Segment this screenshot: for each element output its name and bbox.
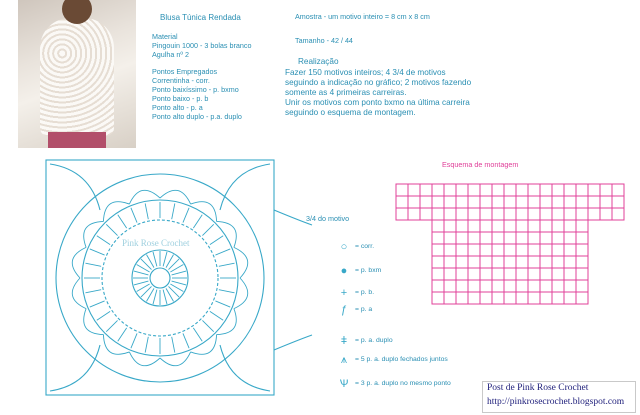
motif-stitch-spoke bbox=[131, 333, 137, 348]
assembly-motif-cell bbox=[480, 292, 492, 304]
stitch-line: Ponto baixíssimo - p. bxmo bbox=[152, 85, 239, 94]
assembly-motif-cell bbox=[444, 280, 456, 292]
assembly-motif-cell bbox=[396, 208, 408, 220]
assembly-motif-cell bbox=[480, 280, 492, 292]
assembly-motif-cell bbox=[516, 232, 528, 244]
assembly-motif-cell bbox=[564, 184, 576, 196]
assembly-motif-cell bbox=[588, 208, 600, 220]
assembly-motif-cell bbox=[516, 220, 528, 232]
assembly-motif-cell bbox=[444, 268, 456, 280]
motif-stitch-spoke bbox=[97, 311, 110, 320]
assembly-motif-cell bbox=[516, 196, 528, 208]
assembly-motif-cell bbox=[600, 208, 612, 220]
assembly-motif-cell bbox=[444, 208, 456, 220]
assembly-motif-cell bbox=[432, 280, 444, 292]
legend-text: = p. bxm bbox=[355, 267, 382, 274]
motif-stitch-spoke bbox=[193, 215, 202, 228]
assembly-motif-cell bbox=[576, 280, 588, 292]
motif-chain-arch bbox=[217, 309, 237, 335]
assembly-motif-cell bbox=[576, 232, 588, 244]
motif-stitch-spoke bbox=[172, 337, 175, 353]
assembly-motif-cell bbox=[516, 268, 528, 280]
motif-chain-arch bbox=[84, 221, 104, 247]
assembly-motif-cell bbox=[504, 208, 516, 220]
assembly-motif-cell bbox=[552, 184, 564, 196]
assembly-motif-cell bbox=[456, 244, 468, 256]
assembly-motif-cell bbox=[588, 196, 600, 208]
assembly-motif-cell bbox=[516, 184, 528, 196]
assembly-motif-cell bbox=[552, 244, 564, 256]
assembly-motif-cell bbox=[504, 184, 516, 196]
assembly-motif-cell bbox=[432, 232, 444, 244]
assembly-motif-cell bbox=[468, 268, 480, 280]
assembly-motif-cell bbox=[516, 244, 528, 256]
assembly-motif-cell bbox=[480, 244, 492, 256]
motif-stitch-spoke bbox=[90, 301, 105, 307]
assembly-motif-cell bbox=[540, 292, 552, 304]
assembly-motif-cell bbox=[552, 208, 564, 220]
assembly-motif-cell bbox=[432, 256, 444, 268]
motif-middle-ring bbox=[82, 200, 238, 356]
stitches-heading: Pontos Empregados bbox=[152, 67, 218, 76]
assembly-motif-cell bbox=[564, 232, 576, 244]
motif-outer-square bbox=[46, 160, 274, 395]
assembly-motif-cell bbox=[432, 184, 444, 196]
motif-stitch-spoke bbox=[145, 203, 148, 219]
assembly-motif-cell bbox=[504, 268, 516, 280]
motif-stitch-spoke bbox=[106, 320, 117, 331]
motif-stitch-spoke bbox=[163, 252, 167, 266]
assembly-motif-cell bbox=[468, 196, 480, 208]
motif-stitch-spoke bbox=[172, 271, 186, 275]
motif-stitch-spoke bbox=[131, 208, 137, 223]
blouse-lace-body bbox=[40, 18, 114, 136]
assembly-motif-cell bbox=[528, 232, 540, 244]
assembly-motif-cell bbox=[528, 208, 540, 220]
assembly-motif-cell bbox=[492, 220, 504, 232]
assembly-motif-cell bbox=[492, 232, 504, 244]
assembly-motif-cell bbox=[504, 280, 516, 292]
assembly-motif-cell bbox=[444, 220, 456, 232]
stitch-line: Ponto alto - p. a bbox=[152, 103, 203, 112]
needle-line: Agulha nº 2 bbox=[152, 50, 189, 59]
assembly-motif-cell bbox=[552, 256, 564, 268]
garment-size-line: Tamanho - 42 / 44 bbox=[295, 36, 353, 45]
assembly-motif-cell bbox=[540, 280, 552, 292]
assembly-motif-cell bbox=[492, 196, 504, 208]
motif-chain-arch bbox=[191, 335, 217, 355]
assembly-motif-cell bbox=[480, 268, 492, 280]
assembly-motif-cell bbox=[564, 196, 576, 208]
assembly-motif-cell bbox=[444, 232, 456, 244]
credit-url[interactable]: http://pinkrosecrochet.blogspot.com bbox=[487, 397, 625, 407]
assembly-motif-cell bbox=[552, 268, 564, 280]
assembly-motif-cell bbox=[432, 292, 444, 304]
motif-stitch-spoke bbox=[202, 320, 213, 331]
assembly-motif-cell bbox=[612, 196, 624, 208]
instruction-line: seguindo o esquema de montagem. bbox=[285, 108, 416, 117]
motif-stitch-spoke bbox=[163, 290, 167, 304]
assembly-motif-cell bbox=[456, 196, 468, 208]
motif-stitch-spoke bbox=[215, 301, 230, 307]
assembly-motif-cell bbox=[528, 184, 540, 196]
assembly-motif-cell bbox=[396, 184, 408, 196]
assembly-motif-cell bbox=[444, 196, 456, 208]
model-skirt bbox=[48, 132, 106, 148]
assembly-motif-cell bbox=[492, 244, 504, 256]
motif-chain-arch bbox=[84, 309, 104, 335]
assembly-motif-cell bbox=[576, 184, 588, 196]
assembly-motif-cell bbox=[480, 256, 492, 268]
fan-symbol-icon: Ѱ bbox=[339, 378, 349, 390]
motif-stitch-spoke bbox=[153, 290, 157, 304]
assembly-motif-cell bbox=[468, 220, 480, 232]
assembly-motif-cell bbox=[492, 256, 504, 268]
assembly-motif-cell bbox=[540, 184, 552, 196]
legend-text: = p. a bbox=[355, 306, 373, 313]
treble-crochet-symbol-icon: ǂ bbox=[340, 335, 348, 347]
assembly-motif-cell bbox=[468, 292, 480, 304]
legend-text: = p. a. duplo bbox=[355, 337, 393, 344]
motif-stitch-spoke bbox=[193, 328, 202, 341]
blog-credit-box bbox=[482, 381, 636, 413]
assembly-motif-cell bbox=[528, 268, 540, 280]
assembly-motif-cell bbox=[576, 268, 588, 280]
assembly-motif-cell bbox=[552, 220, 564, 232]
single-crochet-symbol-icon: + bbox=[340, 287, 348, 299]
assembly-motif-cell bbox=[480, 196, 492, 208]
motif-stitch-spoke bbox=[90, 249, 105, 255]
assembly-motif-cell bbox=[444, 184, 456, 196]
assembly-motif-cell bbox=[576, 244, 588, 256]
assembly-motif-cell bbox=[468, 232, 480, 244]
assembly-motif-cell bbox=[516, 256, 528, 268]
assembly-motif-cell bbox=[420, 196, 432, 208]
assembly-motif-cell bbox=[408, 184, 420, 196]
assembly-motif-cell bbox=[564, 244, 576, 256]
assembly-motif-cell bbox=[468, 184, 480, 196]
cluster-symbol-icon: ⩚ bbox=[340, 354, 348, 366]
assembly-motif-cell bbox=[576, 292, 588, 304]
motif-stitch-spoke bbox=[219, 263, 235, 266]
instruction-line: Fazer 150 motivos inteiros; 4 3/4 de motivos bbox=[285, 68, 446, 77]
stitch-line: Ponto alto duplo - p.a. duplo bbox=[152, 112, 242, 121]
motif-stitch-spoke bbox=[85, 290, 101, 293]
legend-text: = 3 p. a. duplo no mesmo ponto bbox=[355, 380, 451, 387]
assembly-motif-cell bbox=[396, 196, 408, 208]
chain-symbol-icon: ○ bbox=[340, 241, 348, 253]
assembly-grid-diagram bbox=[392, 180, 632, 305]
motif-stitch-spoke bbox=[118, 215, 127, 228]
assembly-motif-cell bbox=[600, 196, 612, 208]
assembly-motif-cell bbox=[576, 256, 588, 268]
assembly-motif-cell bbox=[504, 256, 516, 268]
motif-stitch-spoke bbox=[97, 236, 110, 245]
assembly-title: Esquema de montagem bbox=[442, 160, 519, 169]
assembly-motif-cell bbox=[432, 196, 444, 208]
assembly-motif-cell bbox=[456, 256, 468, 268]
quarter-motif-label: 3/4 do motivo bbox=[306, 214, 350, 223]
motif-stitch-spoke bbox=[210, 311, 223, 320]
assembly-motif-cell bbox=[480, 208, 492, 220]
assembly-motif-cell bbox=[408, 196, 420, 208]
motif-stitch-spoke bbox=[134, 281, 148, 285]
assembly-motif-cell bbox=[576, 220, 588, 232]
assembly-motif-cell bbox=[468, 244, 480, 256]
assembly-motif-cell bbox=[504, 196, 516, 208]
assembly-motif-cell bbox=[528, 196, 540, 208]
assembly-motif-cell bbox=[456, 220, 468, 232]
assembly-motif-cell bbox=[432, 244, 444, 256]
assembly-motif-cell bbox=[444, 256, 456, 268]
assembly-motif-cell bbox=[528, 244, 540, 256]
assembly-motif-cell bbox=[504, 292, 516, 304]
assembly-motif-cell bbox=[504, 232, 516, 244]
assembly-motif-cell bbox=[528, 280, 540, 292]
assembly-motif-cell bbox=[588, 184, 600, 196]
motif-chain-arch bbox=[103, 335, 129, 355]
assembly-motif-cell bbox=[456, 280, 468, 292]
instructions-heading: Realização bbox=[298, 57, 339, 66]
assembly-motif-cell bbox=[600, 184, 612, 196]
assembly-motif-cell bbox=[564, 280, 576, 292]
assembly-motif-cell bbox=[492, 208, 504, 220]
assembly-motif-cell bbox=[456, 184, 468, 196]
assembly-motif-cell bbox=[528, 220, 540, 232]
assembly-motif-cell bbox=[420, 184, 432, 196]
stitch-line: Ponto baixo - p. b bbox=[152, 94, 209, 103]
assembly-motif-cell bbox=[444, 292, 456, 304]
material-heading: Material bbox=[152, 32, 178, 41]
assembly-motif-cell bbox=[564, 220, 576, 232]
motif-stitch-spoke bbox=[202, 224, 213, 235]
motif-stitch-spoke bbox=[183, 333, 189, 348]
assembly-motif-cell bbox=[612, 208, 624, 220]
assembly-motif-cell bbox=[456, 208, 468, 220]
motif-stitch-spoke bbox=[134, 271, 148, 275]
assembly-motif-cell bbox=[468, 208, 480, 220]
motif-chain-arch bbox=[103, 202, 129, 222]
assembly-motif-cell bbox=[552, 196, 564, 208]
assembly-motif-cell bbox=[552, 292, 564, 304]
double-crochet-symbol-icon: ƒ bbox=[340, 304, 348, 316]
assembly-motif-cell bbox=[540, 268, 552, 280]
motif-stitch-spoke bbox=[172, 203, 175, 219]
blouse-photo bbox=[18, 0, 136, 148]
assembly-motif-cell bbox=[492, 184, 504, 196]
assembly-motif-cell bbox=[504, 244, 516, 256]
motif-chain-arch bbox=[191, 202, 217, 222]
motif-center-chain bbox=[150, 268, 170, 288]
watermark: Pink Rose Crochet bbox=[122, 238, 190, 248]
assembly-motif-cell bbox=[612, 184, 624, 196]
instruction-line: seguindo a indicação no gráfico; 2 motivos fazendo bbox=[285, 78, 472, 87]
assembly-motif-cell bbox=[480, 184, 492, 196]
assembly-motif-cell bbox=[540, 220, 552, 232]
assembly-motif-cell bbox=[468, 256, 480, 268]
assembly-motif-cell bbox=[516, 280, 528, 292]
assembly-motif-cell bbox=[516, 292, 528, 304]
assembly-motif-cell bbox=[456, 232, 468, 244]
motif-stitch-spoke bbox=[106, 224, 117, 235]
pattern-title: Blusa Túnica Rendada bbox=[160, 13, 241, 22]
assembly-motif-cell bbox=[540, 208, 552, 220]
legend-text: = corr. bbox=[355, 243, 375, 250]
yarn-line: Pingouin 1000 - 3 bolas branco bbox=[152, 41, 252, 50]
motif-stitch-spoke bbox=[85, 263, 101, 266]
assembly-motif-cell bbox=[552, 280, 564, 292]
stitch-line: Correntinha - corr. bbox=[152, 76, 210, 85]
assembly-motif-cell bbox=[540, 196, 552, 208]
legend-text: = p. b. bbox=[355, 289, 375, 296]
assembly-motif-cell bbox=[564, 256, 576, 268]
assembly-motif-cell bbox=[540, 256, 552, 268]
assembly-motif-cell bbox=[432, 268, 444, 280]
assembly-motif-cell bbox=[540, 244, 552, 256]
crochet-motif-chart bbox=[30, 150, 320, 415]
assembly-motif-cell bbox=[468, 280, 480, 292]
assembly-motif-cell bbox=[564, 268, 576, 280]
assembly-motif-cell bbox=[480, 220, 492, 232]
assembly-motif-cell bbox=[528, 256, 540, 268]
assembly-motif-cell bbox=[492, 280, 504, 292]
assembly-motif-cell bbox=[576, 196, 588, 208]
credit-line: Post de Pink Rose Crochet bbox=[487, 383, 589, 393]
slip-stitch-symbol-icon: ● bbox=[340, 265, 348, 277]
motif-chain-arch bbox=[217, 221, 237, 247]
assembly-motif-cell bbox=[504, 220, 516, 232]
motif-stitch-spoke bbox=[183, 208, 189, 223]
motif-stitch-spoke bbox=[215, 249, 230, 255]
motif-stitch-spoke bbox=[219, 290, 235, 293]
motif-stitch-spoke bbox=[210, 236, 223, 245]
assembly-motif-cell bbox=[528, 292, 540, 304]
legend-text: = 5 p. a. duplo fechados juntos bbox=[355, 356, 448, 363]
assembly-motif-cell bbox=[408, 208, 420, 220]
assembly-motif-cell bbox=[432, 208, 444, 220]
instruction-line: somente as 4 primeiras carreiras. bbox=[285, 88, 407, 97]
assembly-motif-cell bbox=[444, 244, 456, 256]
assembly-motif-cell bbox=[540, 232, 552, 244]
assembly-motif-cell bbox=[564, 208, 576, 220]
instruction-line: Unir os motivos com ponto bxmo na última carreira bbox=[285, 98, 470, 107]
assembly-motif-cell bbox=[576, 208, 588, 220]
assembly-motif-cell bbox=[432, 220, 444, 232]
motif-stitch-spoke bbox=[118, 328, 127, 341]
sample-size-line: Amostra - um motivo inteiro = 8 cm x 8 cm bbox=[295, 12, 430, 21]
assembly-motif-cell bbox=[492, 268, 504, 280]
assembly-motif-cell bbox=[516, 208, 528, 220]
assembly-motif-cell bbox=[456, 268, 468, 280]
motif-stitch-spoke bbox=[145, 337, 148, 353]
assembly-motif-cell bbox=[480, 232, 492, 244]
motif-stitch-spoke bbox=[172, 281, 186, 285]
assembly-motif-cell bbox=[420, 208, 432, 220]
assembly-motif-cell bbox=[492, 292, 504, 304]
assembly-motif-cell bbox=[456, 292, 468, 304]
motif-stitch-spoke bbox=[153, 252, 157, 266]
assembly-motif-cell bbox=[552, 232, 564, 244]
assembly-motif-cell bbox=[564, 292, 576, 304]
